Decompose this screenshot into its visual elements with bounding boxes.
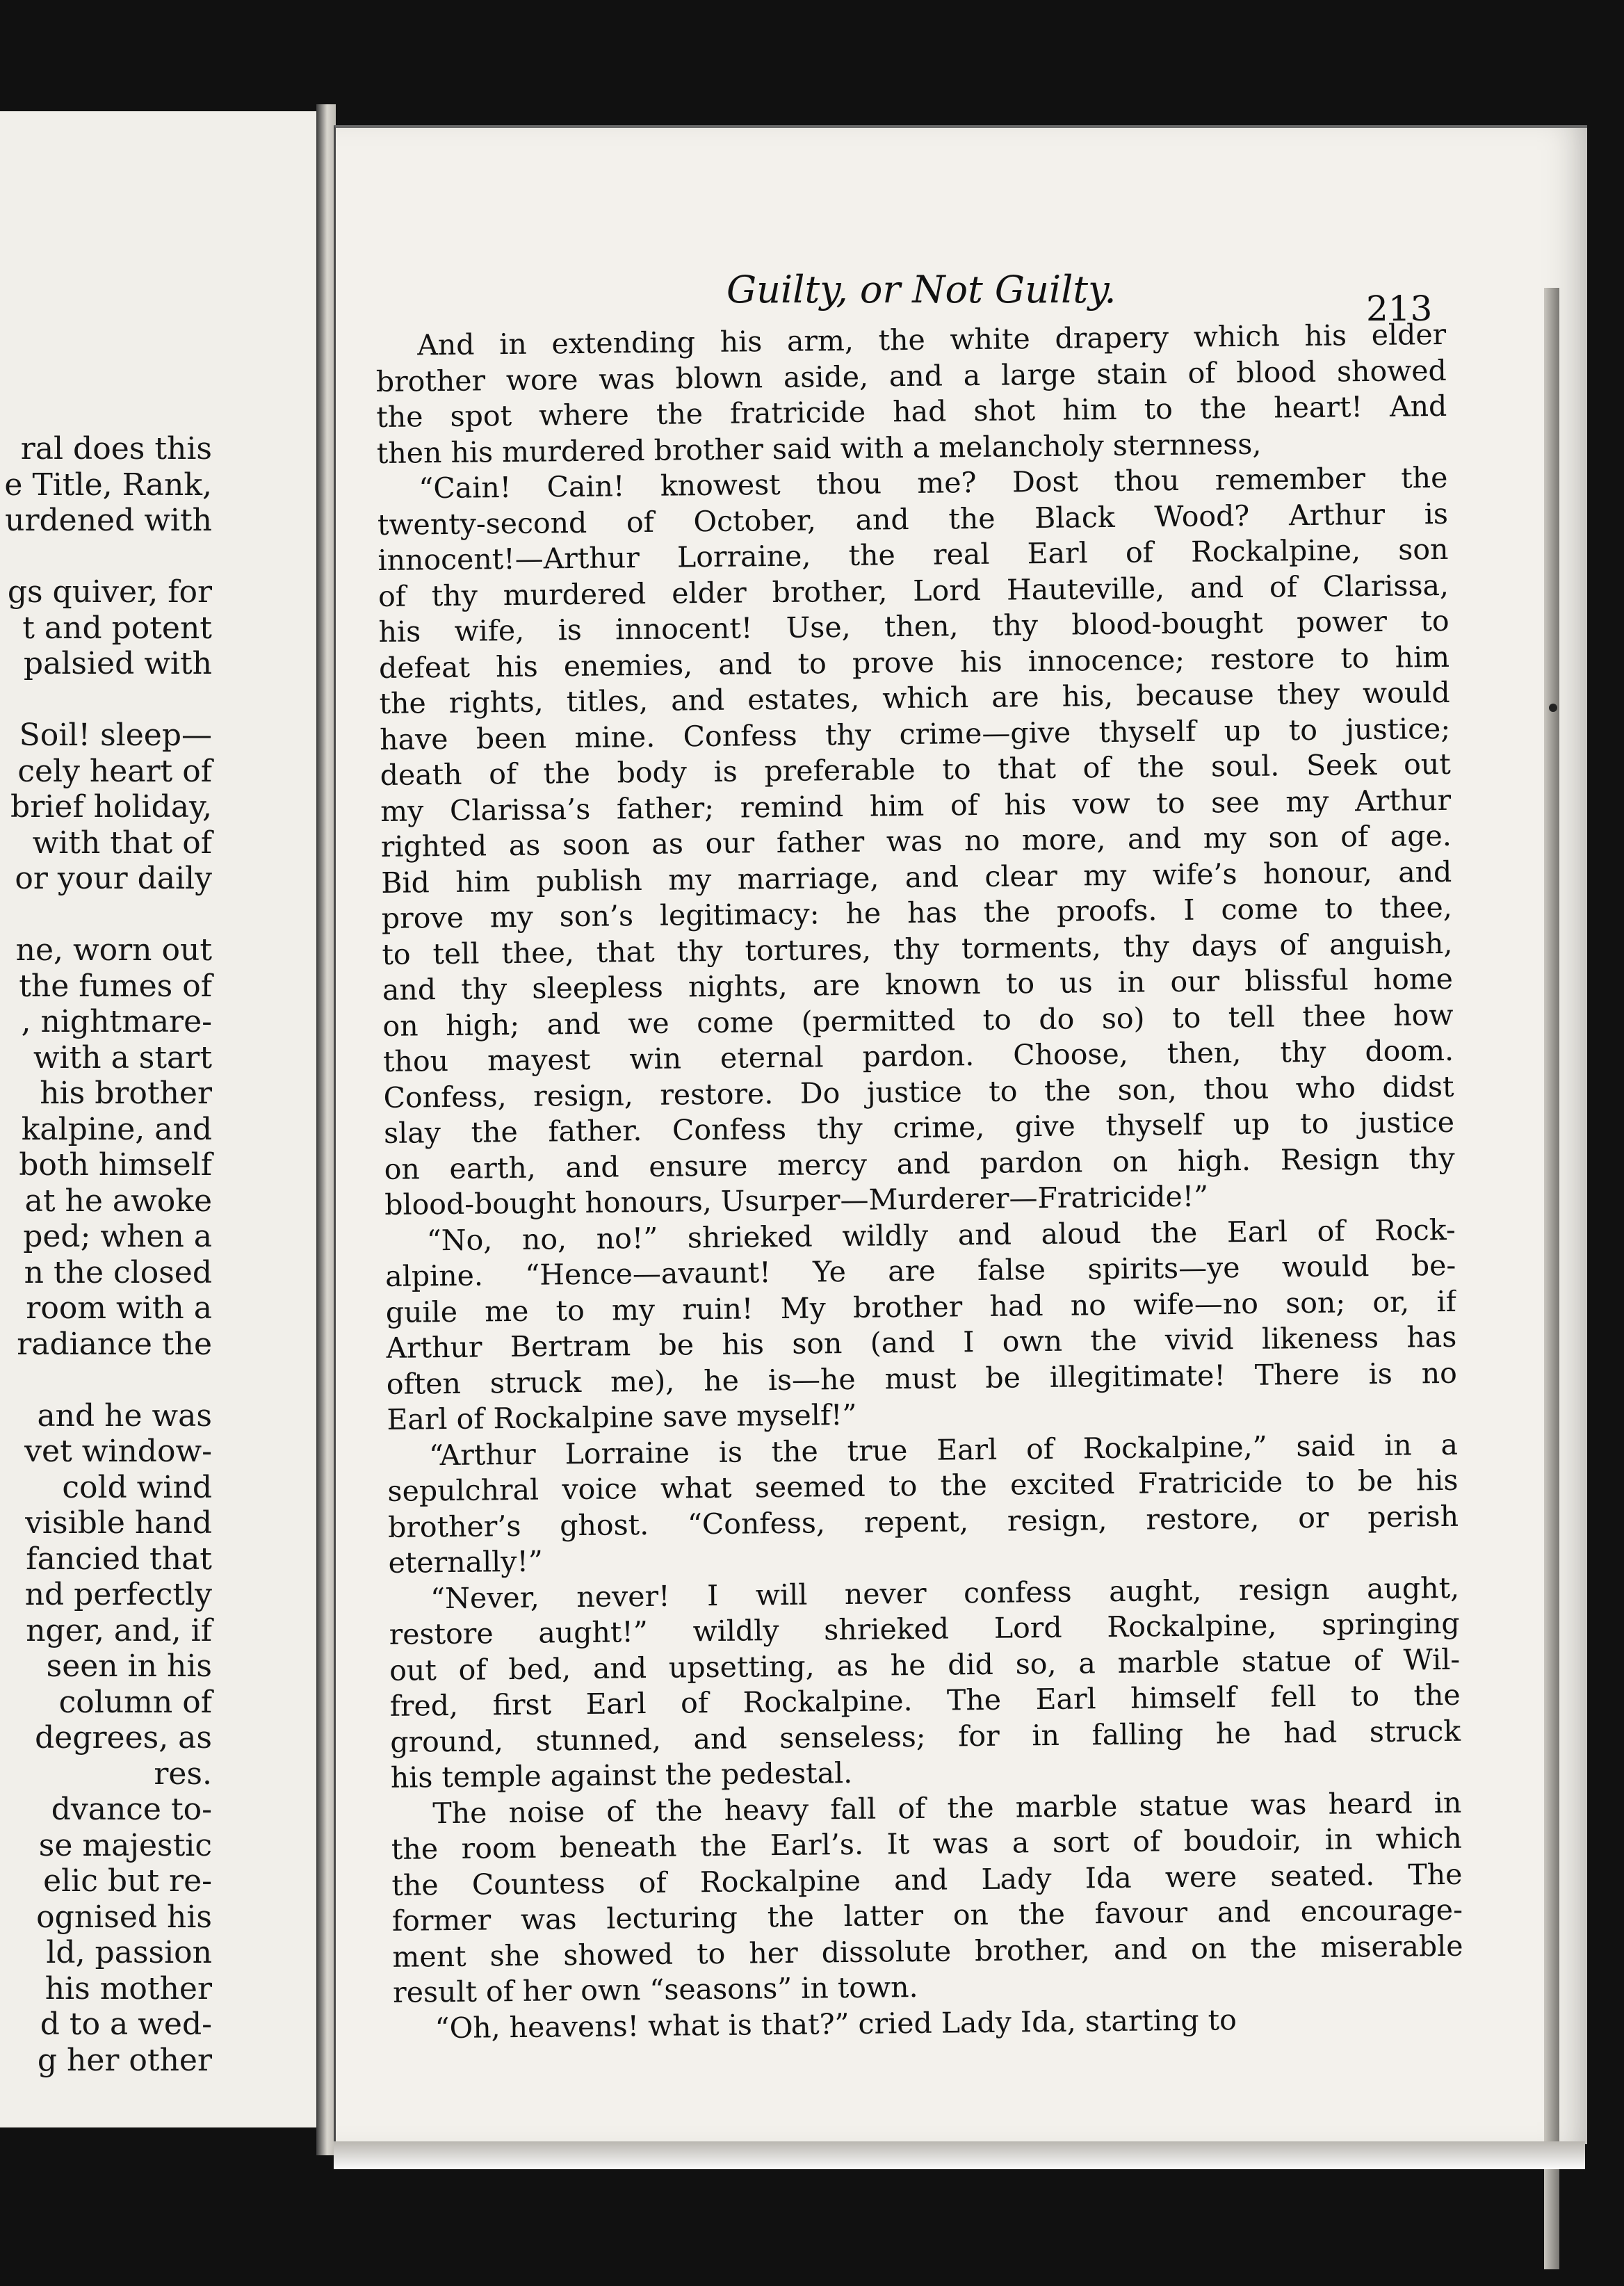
body-line: on high; and we come (permitted to do so) to tell thee how [382,998,1454,1043]
body-line: prove my son’s legitimacy: he has the proofs. I come to thee, [381,890,1453,935]
body-line: on earth, and ensure mercy and pardon on high. Resign thy [384,1141,1455,1186]
body-line: righted as soon as our father was no more, and my son of age. [380,818,1452,864]
left-page-line [0,539,212,575]
left-page-line: d to a wed- [40,2007,212,2042]
body-line: “Cain! Cain! knowest thou me? Dost thou remember the [419,460,1448,505]
body-line: and thy sleepless nights, are known to us in our blissful home [382,962,1454,1007]
body-line: slay the father. Confess thy crime, give thyself up to justice [383,1105,1455,1150]
left-page-line: fancied that [26,1541,212,1577]
body-line: brother’s ghost. “Confess, repent, resign, restore, or perish [387,1499,1459,1544]
body-line: my Clarissa’s father; remind him of his vow to see my Arthur [380,783,1452,828]
left-page-line: g her other [37,2042,212,2078]
left-page-line: room with a [26,1290,212,1326]
body-line: defeat his enemies, and to prove his innocence; restore to him [378,640,1450,685]
left-page-line: cely heart of [17,753,212,789]
body-line: result of her own “seasons” in town. [392,1970,918,2009]
body-line: the spot where the fratricide had shot him to the heart! And [376,389,1447,434]
body-line: Arthur Bertram be his son (and I own the vivid likeness has [386,1320,1457,1365]
left-page-line: seen in his [46,1648,212,1684]
left-page-line: res. [154,1756,212,1792]
body-line: thou mayest win eternal pardon. Choose, then, thy doom. [382,1033,1454,1078]
page-bottom-edge [334,2141,1585,2169]
left-page-line: gs quiver, for [7,574,212,610]
body-line: ground, stunned, and senseless; for in falling he had struck [390,1714,1461,1759]
body-line: The noise of the heavy fall of the marble statue was heard in [432,1785,1462,1830]
left-page-line [0,1362,212,1398]
left-page-line [0,897,212,933]
body-line: Bid him publish my marriage, and clear my wife’s honour, and [381,854,1452,900]
body-line: his temple against the pedestal. [390,1756,853,1794]
left-page-line: column of [58,1684,212,1720]
left-page-line: Soil! sleep— [19,718,212,753]
book-gutter [316,104,336,2155]
ink-speck [1549,704,1557,712]
page-edge [1544,288,1559,2269]
body-line: guile me to my ruin! My brother had no wife—no son; or, if [385,1284,1456,1329]
body-line: to tell thee, that thy tortures, thy torments, thy days of anguish, [382,926,1453,971]
body-line: have been mine. Confess thy crime—give thyself up to justice; [379,711,1451,756]
body-line: out of bed, and upsetting, as he did so, a marble statue of Wil- [389,1642,1461,1687]
body-line: former was lecturing the latter on the favour and encourage- [391,1892,1463,1938]
body-line: alpine. “Hence—avaunt! Ye are false spirits—ye would be- [385,1248,1456,1293]
left-page-line: elic but re- [43,1863,212,1899]
body-line: restore aught!” wildly shrieked Lord Rockalpine, springing [389,1606,1460,1651]
body-line: Confess, resign, restore. Do justice to the son, thou who didst [383,1069,1454,1114]
body-line: innocent!—Arthur Lorraine, the real Earl of Rockalpine, son [377,532,1449,577]
left-page [0,111,320,2127]
body-line: “Never, never! I will never confess aught, resign aught, [430,1571,1460,1615]
left-page-line: nd perfectly [24,1577,212,1612]
body-line: then his murdered brother said with a melancholy sternness, [376,427,1262,470]
left-page-text [0,431,212,2078]
body-line: of thy murdered elder brother, Lord Hauteville, and of Clarissa, [377,568,1450,613]
left-page-line: t and potent [22,610,212,646]
running-head: Guilty, or Not Guilty. [726,268,1116,311]
body-line: the room beneath the Earl’s. It was a sort of boudoir, in which [391,1821,1463,1866]
left-page-line: ne, worn out [15,932,212,968]
left-page-line: degrees, as [35,1720,212,1756]
left-page-line: nger, and, if [26,1612,212,1648]
body-line: death of the body is preferable to that of the soul. Seek out [380,747,1451,792]
body-line: fred, first Earl of Rockalpine. The Earl himself fell to the [389,1678,1461,1723]
body-line: “No, no, no!” shrieked wildly and aloud the Earl of Rock- [426,1213,1456,1257]
left-page-line: e Title, Rank, [4,467,212,503]
left-page-line: with a start [33,1039,212,1076]
left-page-line: kalpine, and [21,1111,212,1147]
left-page-line: ral does this [20,431,212,467]
page-number: 213 [1366,289,1433,329]
left-page-line: se majestic [38,1827,212,1863]
body-line: brother wore was blown aside, and a large stain of blood showed [375,353,1447,398]
left-page-line: or your daily [15,861,212,896]
body-line: “Arthur Lorraine is the true Earl of Rockalpine,” said in a [428,1427,1459,1472]
left-page-line: visible hand [25,1505,212,1541]
left-page-line [0,682,212,718]
left-page-line: dvance to- [51,1792,212,1827]
left-page-line: at he awoke [24,1183,212,1219]
left-page-line: ognised his [36,1899,212,1935]
left-page-line: palsied with [23,646,212,681]
left-page-line: his brother [40,1076,212,1111]
left-page-line: n the closed [24,1254,212,1290]
left-page-line: urdened with [5,503,212,538]
body-line: blood-bought honours, Usurper—Murderer—Fratricide!” [384,1179,1209,1222]
body-line: the Countess of Rockalpine and Lady Ida were seated. The [391,1857,1463,1902]
body-line: eternally!” [388,1544,544,1580]
body-line: ment she showed to her dissolute brother, and on the miserable [392,1929,1463,1974]
left-page-line: , nightmare- [21,1004,212,1039]
body-line: sepulchral voice what seemed to the excited Fratricide to be his [387,1463,1459,1508]
left-page-line: brief holiday, [10,789,212,825]
body-line: twenty-second of October, and the Black Wood? Arthur is [377,496,1449,542]
body-line: the rights, titles, and estates, which are his, because they would [379,675,1450,720]
left-page-line: ped; when a [23,1219,212,1254]
left-page-line: with that of [32,825,212,861]
left-page-line: radiance the [17,1326,212,1362]
page-body-text [375,317,1464,2047]
left-page-line: ld, passion [46,1935,212,1970]
left-page-line: the fumes of [19,968,212,1004]
body-line: often struck me), he is—he must be illegitimate! There is no [386,1356,1458,1401]
left-page-line: both himself [19,1147,212,1183]
left-page-line: vet window- [24,1434,212,1469]
left-page-line: cold wind [62,1469,212,1505]
body-line: And in extending his arm, the white drapery which his elder [417,317,1447,362]
left-page-line: his mother [44,1970,212,2007]
body-line: his wife, is innocent! Use, then, thy blood-bought power to [378,603,1450,649]
left-page-line: and he was [37,1397,212,1434]
body-line: Earl of Rockalpine save myself!” [387,1397,857,1436]
body-line: “Oh, heavens! what is that?” cried Lady Ida, starting to [435,2002,1237,2045]
